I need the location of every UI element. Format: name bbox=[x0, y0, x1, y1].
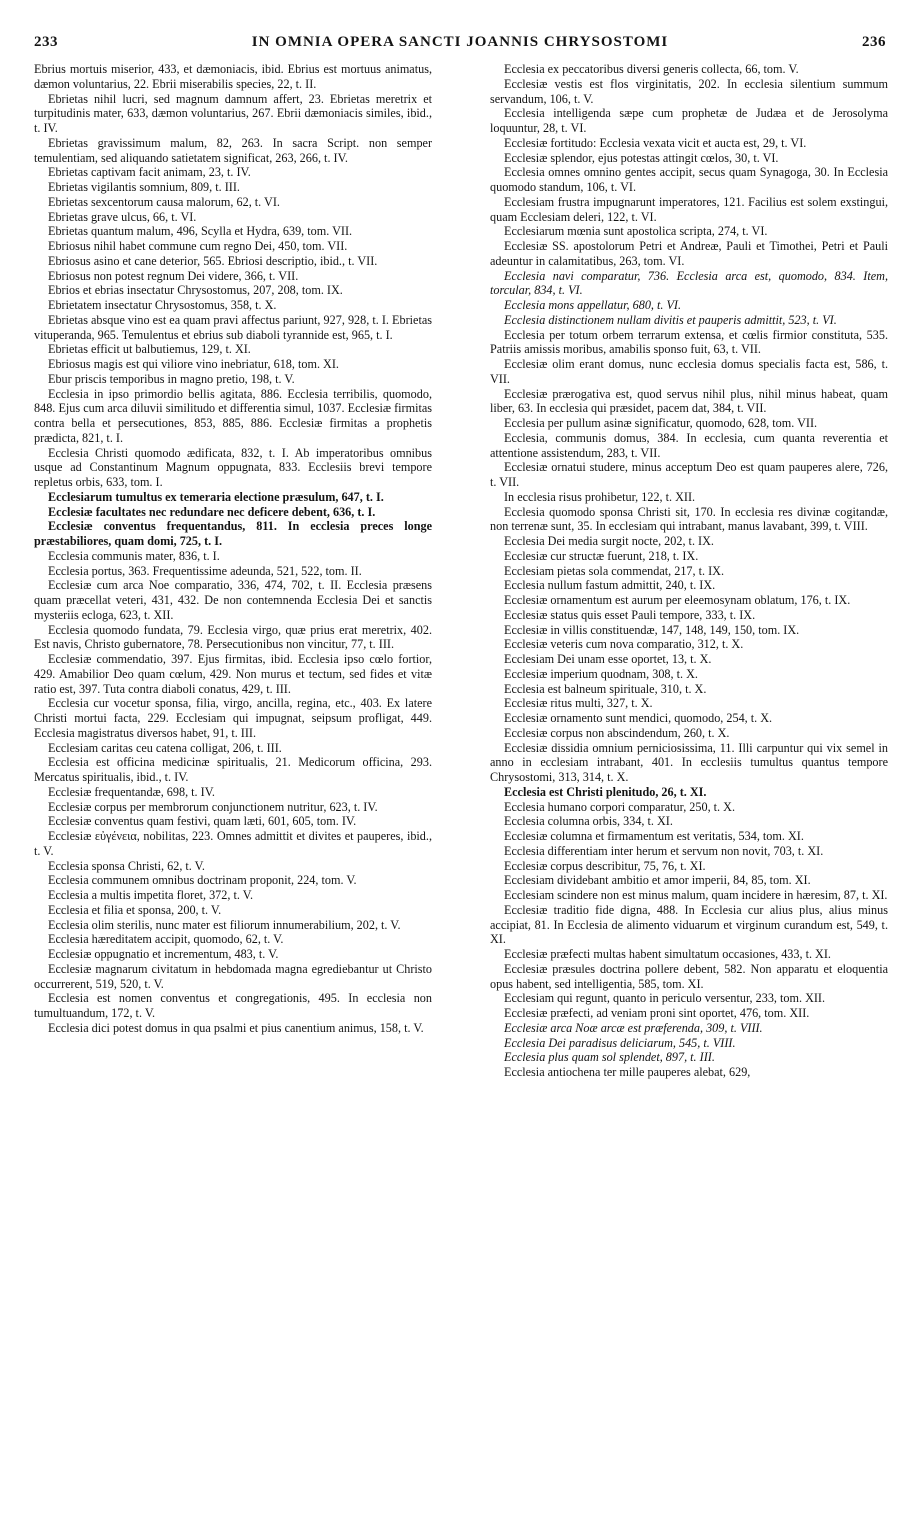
index-entry: Ecclesiæ magnarum civitatum in hebdomada magna egrediebantur ut Christo occurrerent, 519, 520, t. V. bbox=[34, 961, 432, 991]
index-entry: Ecclesiæ fortitudo: Ecclesia vexata vicit et aucta est, 29, t. VI. bbox=[504, 135, 807, 150]
index-entry: Ecclesiarum tumultus ex temeraria electione præsulum, 647, t. I. bbox=[48, 489, 384, 504]
index-entry: Ecclesiæ cur structæ fuerunt, 218, t. IX. bbox=[504, 548, 699, 563]
index-entry: Ecclesiam caritas ceu catena colligat, 206, t. III. bbox=[48, 740, 282, 755]
index-entry: Ecclesia Dei media surgit nocte, 202, t. IX. bbox=[504, 534, 714, 548]
index-entry: Ebrietas gravissimum malum, 82, 263. In sacra Script. non semper temulentiam, sed aliquando satietatem significat, 263, 266, t. IV. bbox=[34, 135, 432, 165]
index-entry: Ecclesiæ traditio fide digna, 488. In Ecclesia cur alius plus, alius minus accipiat, 81. In Ecclesia de alimento viduarum et virginum curandum est, 549, t. XI. bbox=[490, 902, 888, 947]
index-entry: Ecclesiæ prærogativa est, quod servus nihil plus, nihil minus habeat, quam liber, 63. In ecclesia qui præsidet, pacem dat, 384, t. VII. bbox=[490, 386, 888, 416]
index-entry: Ecclesiæ dissidia omnium perniciosissima, 11. Illi carpuntur qui vix semel in anno in ecclesiam intrabant, 401. In ecclesiis tumultus quantus tempore Chrysostomi, 313, 314, t. X. bbox=[490, 740, 888, 784]
index-entry: Ecclesiæ ornamentum est aurum per eleemosynam oblatum, 176, t. IX. bbox=[504, 593, 851, 607]
page-header bbox=[34, 34, 886, 56]
left-column bbox=[34, 62, 432, 1527]
index-entry: Ecclesia quomodo sponsa Christi sit, 170. In ecclesia res divinæ cogitandæ, non terrenæ sunt, 35. In ecclesiam qui intrabant, manus lavabant, 399, t. VIII. bbox=[490, 504, 888, 534]
index-entry: Ecclesiæ conventus frequentandus, 811. In ecclesia preces longe præstabiliores, quam domi, 725, t. I. bbox=[34, 519, 432, 548]
index-entry: Ecclesiam Dei unam esse oportet, 13, t. X. bbox=[504, 652, 712, 666]
index-entry: Ecclesiæ status quis esset Pauli tempore, 333, t. IX. bbox=[504, 607, 756, 622]
index-entry: Ebrietas grave ulcus, 66, t. VI. bbox=[48, 209, 197, 224]
index-entry: Ecclesiæ splendor, ejus potestas attingit cœlos, 30, t. VI. bbox=[504, 150, 779, 165]
index-entry: Ecclesiæ præfecti multas habent simultatum occasiones, 433, t. XI. bbox=[504, 947, 831, 961]
index-entry: Ebrietatem insectatur Chrysostomus, 358, t. X. bbox=[48, 298, 277, 312]
index-entry: Ecclesia in ipso primordio bellis agitata, 886. Ecclesia terribilis, quomodo, 848. Ejus cum arca diluvii similitudo et differentia simul, 1037. Ecclesiæ firmitas contra bella et persecutiones, 853, 885, 886. Ecclesiæ firmitas a prophetis prædicta, 821, t. I. bbox=[34, 386, 432, 445]
index-entry: Ecclesiæ ritus multi, 327, t. X. bbox=[504, 696, 653, 711]
index-entry: Ecclesiæ cum arca Noe comparatio, 336, 474, 702, t. II. Ecclesia præsens quam præcellat veteri, 431, 432. De non contemnenda Ecclesia Dei et sanctis mysteriis ecloga, 623, t. XII. bbox=[34, 578, 432, 622]
index-entry: Ecclesiæ arca Noæ arcæ est præferenda, 309, t. VIII. bbox=[504, 1020, 763, 1035]
running-title: IN OMNIA OPERA SANCTI JOANNIS CHRYSOSTOMI bbox=[251, 34, 669, 50]
index-entry: Ecclesiam scindere non est minus malum, quam incidere in hæresim, 87, t. XI. bbox=[504, 888, 888, 902]
index-entry: Ebrius mortuis miserior, 433, et dæmoniacis, ibid. Ebrius est mortuus animatus, dæmon voluntarius, 22. Ebrii miserabilis species, 22, t. II. bbox=[34, 62, 432, 91]
index-entry: Ecclesiæ εὐγένεια, nobilitas, 223. Omnes admittit et divites et pauperes, ibid., t. V. bbox=[34, 829, 432, 858]
page-number-right: 236 bbox=[862, 34, 886, 50]
index-entry: Ecclesiarum mœnia sunt apostolica scripta, 274, t. VI. bbox=[504, 224, 768, 239]
index-entry: Ecclesiæ in villis constituendæ, 147, 148, 149, 150, tom. IX. bbox=[504, 622, 800, 637]
index-entry: Ebrietas efficit ut balbutiemus, 129, t. XI. bbox=[48, 342, 251, 357]
index-entry: Ecclesia differentiam inter herum et servum non novit, 703, t. XI. bbox=[504, 843, 824, 858]
index-entry: Ecclesia cur vocetur sponsa, filia, virgo, ancilla, regina, etc., 403. Ex latere Christi mortui facta, 229. Ecclesiam qui impugnat, seipsum profligat, 449. Ecclesia magistratus diversos habet, 91, t. III. bbox=[34, 696, 432, 740]
index-entry: Ecclesia per pullum asinæ significatur, quomodo, 628, tom. VII. bbox=[504, 416, 818, 430]
index-entry: Ebriosus non potest regnum Dei videre, 366, t. VII. bbox=[48, 268, 299, 283]
index-entry: Ecclesiæ imperium quodnam, 308, t. X. bbox=[504, 666, 698, 681]
index-entry: Ebrios et ebrias insectatur Chrysostomus, 207, 208, tom. IX. bbox=[48, 283, 343, 298]
index-entry: In ecclesia risus prohibetur, 122, t. XII. bbox=[504, 489, 696, 504]
index-entry: Ecclesia est nomen conventus et congregationis, 495. In ecclesia non tumultuandum, 172, t. V. bbox=[34, 991, 432, 1020]
right-column bbox=[490, 62, 888, 1527]
index-entry: Ecclesia communem omnibus doctrinam proponit, 224, tom. V. bbox=[48, 873, 357, 888]
index-entry: Ecclesiæ præsules doctrina pollere debent, 582. Non apparatu et eloquentia opus habent, sed intelligentia, 585, tom. XI. bbox=[490, 961, 888, 991]
index-entry: Ebrietas captivam facit animam, 23, t. IV. bbox=[48, 165, 251, 180]
index-entry: Ecclesia a multis impetita floret, 372, t. V. bbox=[48, 888, 254, 902]
index-entry: Ecclesia sponsa Christi, 62, t. V. bbox=[48, 858, 205, 873]
index-entry: Ecclesia mons appellatur, 680, t. VI. bbox=[504, 298, 682, 312]
index-entry: Ecclesia hæreditatem accipit, quomodo, 62, t. V. bbox=[48, 932, 284, 947]
index-entry: Ecclesia est balneum spirituale, 310, t. X. bbox=[504, 681, 707, 696]
index-entry: Ecclesiæ SS. apostolorum Petri et Andreæ, Pauli et Timothei, Petri et Pauli adeuntur in calamitatibus, 263, tom. VI. bbox=[490, 239, 888, 268]
index-entry: Ecclesiam qui regunt, quanto in periculo versentur, 233, tom. XII. bbox=[504, 991, 826, 1006]
index-entry: Ecclesiæ olim erant domus, nunc ecclesia domus specialis facta est, 586, t. VII. bbox=[490, 357, 888, 386]
index-entry: Ecclesia olim sterilis, nunc mater est filiorum innumerabilium, 202, t. V. bbox=[48, 917, 401, 932]
index-entry: Ecclesiæ oppugnatio et incrementum, 483, t. V. bbox=[48, 947, 279, 961]
index-entry: Ebrietas vigilantis somnium, 809, t. III. bbox=[48, 180, 240, 194]
index-entry: Ecclesia est officina medicinæ spiritualis, 21. Medicorum officina, 293. Mercatus spiritualis, ibid., t. IV. bbox=[34, 755, 432, 784]
index-entry: Ecclesiæ columna et firmamentum est veritatis, 534, tom. XI. bbox=[504, 829, 804, 843]
index-entry: Ecclesia Christi quomodo ædificata, 832, t. I. Ab imperatoribus omnibus usque ad Constantinum Magnum oppugnata, 833. Ecclesiis brevi tempore repletus orbis, 633, tom. I. bbox=[34, 445, 432, 489]
index-entry: Ecclesiæ frequentandæ, 698, t. IV. bbox=[48, 784, 215, 799]
index-entry: Ecclesia navi comparatur, 736. Ecclesia arca est, quomodo, 834. Item, torcular, 834, t. VI. bbox=[490, 268, 888, 298]
index-entry: Ecclesia, communis domus, 384. In ecclesia, cum quanta reverentia et attentione assistendum, 283, t. VII. bbox=[490, 430, 888, 460]
index-entry: Ebriosus asino et cane deterior, 565. Ebriosi descriptio, ibid., t. VII. bbox=[48, 253, 378, 268]
index-entry: Ecclesiæ facultates nec redundare nec deficere debent, 636, t. I. bbox=[48, 504, 376, 519]
index-entry: Ecclesia per totum orbem terrarum extensa, et cœlis firmior constituta, 535. Patriis amissis moribus, amabilis sponso fuit, 63, t. VII. bbox=[490, 327, 888, 357]
index-entry: Ecclesiæ præfecti, ad veniam proni sint oportet, 476, tom. XII. bbox=[504, 1006, 810, 1020]
index-entry: Ecclesia et filia et sponsa, 200, t. V. bbox=[48, 902, 222, 917]
index-entry: Ecclesiam pietas sola commendat, 217, t. IX. bbox=[504, 563, 724, 578]
index-entry: Ecclesia columna orbis, 334, t. XI. bbox=[504, 814, 673, 829]
index-entry: Ecclesia dici potest domus in qua psalmi et pius canentium animus, 158, t. V. bbox=[48, 1020, 424, 1035]
index-entry: Ecclesia quomodo fundata, 79. Ecclesia virgo, quæ prius erat meretrix, 402. Est navis, Christo gubernatore, 78. Persecutionibus non vincitur, 77, t. III. bbox=[34, 622, 432, 652]
index-entry: Ecclesia antiochena ter mille pauperes alebat, 629, bbox=[504, 1065, 751, 1079]
index-entry: Ecclesiam frustra impugnarunt imperatores, 121. Facilius est solem exstingui, quam Ecclesiam deleri, 122, t. VI. bbox=[490, 194, 888, 224]
index-entry: Ecclesia ex peccatoribus diversi generis collecta, 66, tom. V. bbox=[504, 62, 799, 76]
index-entry: Ebrietas quantum malum, 496, Scylla et Hydra, 639, tom. VII. bbox=[48, 224, 353, 239]
index-entry: Ebrietas absque vino est ea quam pravi affectus pariunt, 927, 928, t. I. Ebrietas vituperanda, 965. Temulentus et ebrius sub diaboli tyrannide est, 965, t. I. bbox=[34, 312, 432, 342]
index-entry: Ecclesiæ veteris cum nova comparatio, 312, t. X. bbox=[504, 637, 744, 652]
index-entry: Ecclesia est Christi plenitudo, 26, t. XI. bbox=[504, 784, 707, 799]
index-entry: Ecclesia Dei paradisus deliciarum, 545, t. VIII. bbox=[504, 1035, 736, 1050]
index-entry: Ebur priscis temporibus in magno pretio, 198, t. V. bbox=[48, 371, 295, 386]
index-entry: Ecclesia intelligenda sæpe cum prophetæ de Judæa et de Jerosolyma loquuntur, 28, t. VI. bbox=[490, 106, 888, 135]
index-entry: Ecclesia portus, 363. Frequentissime adeunda, 521, 522, tom. II. bbox=[48, 563, 362, 578]
index-entry: Ecclesia omnes omnino gentes accipit, secus quam Synagoga, 30. In Ecclesia quomodo standum, 106, t. VI. bbox=[490, 165, 888, 194]
index-entry: Ecclesia plus quam sol splendet, 897, t. III. bbox=[504, 1050, 715, 1065]
index-entry: Ecclesiæ commendatio, 397. Ejus firmitas, ibid. Ecclesia ipso cœlo fortior, 429. Amabilior Deo quam cœlum, 429. Non murus et tectum, sed fides et vitæ ratio est, 397. Tuta contra diaboli conatus, 429, t. III. bbox=[34, 652, 432, 696]
index-entry: Ecclesiæ conventus quam festivi, quam læti, 601, 605, tom. IV. bbox=[48, 814, 357, 829]
index-entry: Ecclesiæ corpus per membrorum conjunctionem nutritur, 623, t. IV. bbox=[48, 799, 378, 814]
index-entry: Ecclesiæ corpus non abscindendum, 260, t. X. bbox=[504, 725, 730, 740]
index-entry: Ebrietas nihil lucri, sed magnum damnum affert, 23. Ebrietas meretrix et turpitudinis mater, 633, dæmon voluntarius, 267. Ebrii dæmoniacis similes, ibid., t. IV. bbox=[34, 91, 432, 135]
index-entry: Ecclesiæ ornatui studere, minus acceptum Deo est quam pauperes alere, 726, t. VII. bbox=[490, 460, 888, 489]
index-entry: Ecclesiæ corpus describitur, 75, 76, t. XI. bbox=[504, 858, 706, 873]
index-entry: Ebriosus magis est qui viliore vino inebriatur, 618, tom. XI. bbox=[48, 357, 339, 371]
index-entry: Ecclesiæ ornamento sunt mendici, quomodo, 254, t. X. bbox=[504, 711, 773, 725]
index-entry: Ecclesia communis mater, 836, t. I. bbox=[48, 548, 220, 563]
page-number-left: 233 bbox=[34, 34, 58, 50]
index-entry: Ecclesia nullum fastum admittit, 240, t. IX. bbox=[504, 578, 716, 593]
index-entry: Ecclesia humano corpori comparatur, 250, t. X. bbox=[504, 799, 735, 814]
index-entry: Ecclesia distinctionem nullam divitis et pauperis admittit, 523, t. VI. bbox=[504, 312, 837, 327]
index-entry: Ebrietas sexcentorum causa malorum, 62, t. VI. bbox=[48, 194, 280, 209]
index-entry: Ecclesiæ vestis est flos virginitatis, 202. In ecclesia silentium summum servandum, 106, t. V. bbox=[490, 76, 888, 106]
index-entry: Ebriosus nihil habet commune cum regno Dei, 450, tom. VII. bbox=[48, 239, 348, 253]
index-entry: Ecclesiam dividebant ambitio et amor imperii, 84, 85, tom. XI. bbox=[504, 873, 811, 888]
